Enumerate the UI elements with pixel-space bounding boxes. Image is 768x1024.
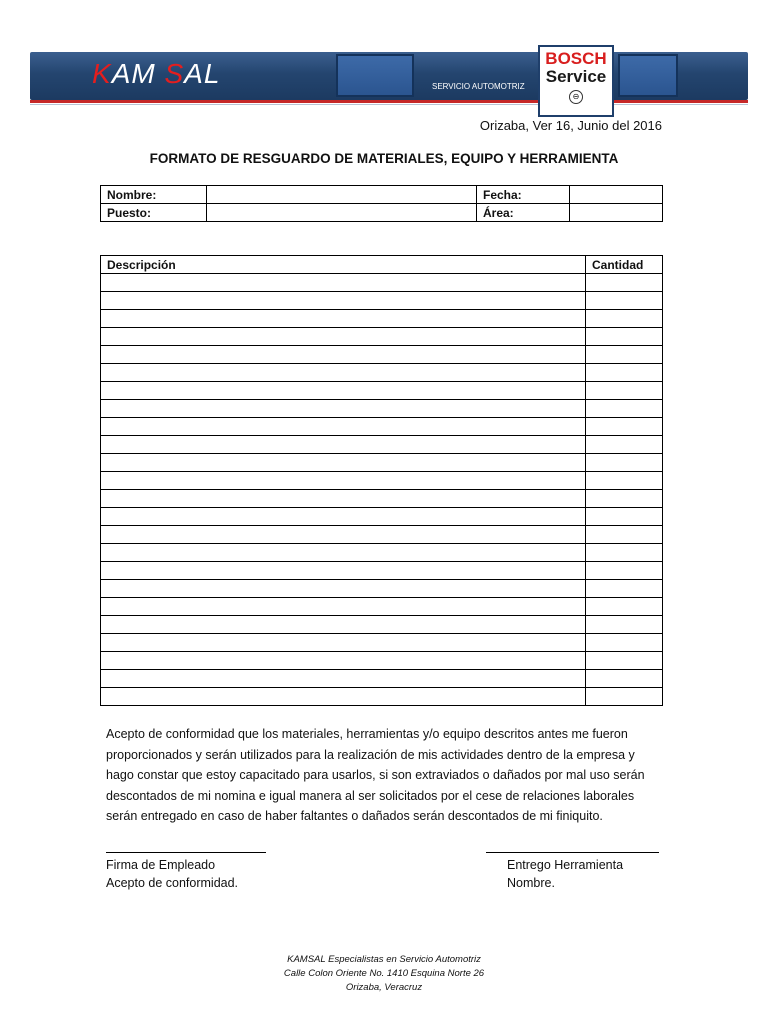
quantity-cell[interactable] — [586, 544, 663, 562]
table-row — [101, 292, 663, 310]
quantity-cell[interactable] — [586, 580, 663, 598]
table-row — [101, 490, 663, 508]
table-row — [101, 328, 663, 346]
description-cell[interactable] — [101, 364, 586, 382]
quantity-cell[interactable] — [586, 670, 663, 688]
label-nombre: Nombre: — [101, 186, 207, 204]
employee-info-table — [100, 185, 663, 222]
deliverer-name-label: Nombre. — [507, 876, 555, 890]
description-cell[interactable] — [101, 454, 586, 472]
description-cell[interactable] — [101, 616, 586, 634]
logo-bosch-text: BOSCH — [545, 49, 607, 68]
quantity-cell[interactable] — [586, 418, 663, 436]
label-puesto: Puesto: — [101, 204, 207, 222]
table-row — [101, 436, 663, 454]
quantity-cell[interactable] — [586, 364, 663, 382]
description-cell[interactable] — [101, 490, 586, 508]
description-cell[interactable] — [101, 544, 586, 562]
footer-line-2: Calle Colon Oriente No. 1410 Esquina Norte 26 — [283, 968, 485, 979]
label-area: Área: — [477, 204, 570, 222]
bosch-armature-icon: ⊖ — [569, 90, 583, 104]
description-cell[interactable] — [101, 688, 586, 706]
table-row — [101, 472, 663, 490]
header-tagline: SERVICIO AUTOMOTRIZ — [432, 82, 525, 91]
table-row — [101, 400, 663, 418]
description-cell[interactable] — [101, 400, 586, 418]
description-cell[interactable] — [101, 292, 586, 310]
field-fecha[interactable] — [570, 186, 663, 204]
label-fecha: Fecha: — [477, 186, 570, 204]
quantity-cell[interactable] — [586, 310, 663, 328]
table-row — [101, 454, 663, 472]
description-cell[interactable] — [101, 634, 586, 652]
table-row — [101, 580, 663, 598]
description-cell[interactable] — [101, 382, 586, 400]
brand-logo: KAM SAL — [92, 58, 221, 89]
conformity-paragraph: Acepto de conformidad que los materiales, herramientas y/o equipo descritos antes me fueron proporcionados y serán utilizados para la realización de mis actividades dentro de la empresa y hago constar que estoy capacitado para usarlos, si son extraviados o dañados por mal uso serán descontados de mi nomina e igual manera al ser solicitados por el cese de relaciones laborales serán entregado en caso de haber faltantes o dañados serán descontados de mi finiquito. — [106, 727, 645, 823]
description-cell[interactable] — [101, 274, 586, 292]
description-cell[interactable] — [101, 652, 586, 670]
table-row — [101, 670, 663, 688]
description-cell[interactable] — [101, 562, 586, 580]
quantity-cell[interactable] — [586, 328, 663, 346]
quantity-cell[interactable] — [586, 526, 663, 544]
description-cell[interactable] — [101, 310, 586, 328]
employee-signature-block — [106, 856, 238, 892]
description-cell[interactable] — [101, 436, 586, 454]
quantity-cell[interactable] — [586, 688, 663, 706]
table-row — [101, 598, 663, 616]
quantity-cell[interactable] — [586, 616, 663, 634]
table-row — [101, 562, 663, 580]
header-red-rule — [30, 100, 748, 103]
table-row — [101, 544, 663, 562]
header-light-rule — [30, 104, 748, 105]
quantity-cell[interactable] — [586, 634, 663, 652]
description-cell[interactable] — [101, 598, 586, 616]
table-row — [101, 526, 663, 544]
employee-signature-label: Firma de Empleado — [106, 858, 216, 872]
table-row — [101, 634, 663, 652]
bosch-service-logo — [538, 45, 614, 117]
quantity-cell[interactable] — [586, 562, 663, 580]
footer-address — [0, 953, 768, 995]
materials-table — [100, 255, 663, 706]
employee-conformity-label: Acepto de conformidad. — [106, 876, 239, 890]
deliverer-signature-label: Entrego Herramienta — [507, 858, 624, 872]
description-cell[interactable] — [101, 418, 586, 436]
description-cell[interactable] — [101, 328, 586, 346]
table-row — [101, 508, 663, 526]
table-row — [101, 652, 663, 670]
description-cell[interactable] — [101, 670, 586, 688]
deliverer-signature-line — [486, 852, 659, 853]
description-cell[interactable] — [101, 472, 586, 490]
header-descripcion: Descripción — [101, 256, 586, 274]
description-cell[interactable] — [101, 580, 586, 598]
table-row — [101, 688, 663, 706]
quantity-cell[interactable] — [586, 400, 663, 418]
quantity-cell[interactable] — [586, 598, 663, 616]
deliverer-signature-block — [507, 856, 623, 892]
table-row — [101, 616, 663, 634]
quantity-cell[interactable] — [586, 508, 663, 526]
document-date: Orizaba, Ver 16, Junio del 2016 — [479, 118, 662, 133]
quantity-cell[interactable] — [586, 454, 663, 472]
header-cantidad: Cantidad — [586, 256, 663, 274]
quantity-cell[interactable] — [586, 490, 663, 508]
table-row — [101, 382, 663, 400]
table-row — [101, 310, 663, 328]
quantity-cell[interactable] — [586, 652, 663, 670]
header-box-2 — [618, 54, 678, 97]
employee-signature-line — [106, 852, 266, 853]
field-nombre[interactable] — [207, 186, 477, 204]
quantity-cell[interactable] — [586, 436, 663, 454]
footer-line-3: Orizaba, Veracruz — [345, 982, 423, 993]
quantity-cell[interactable] — [586, 292, 663, 310]
field-puesto[interactable] — [207, 204, 477, 222]
description-cell[interactable] — [101, 346, 586, 364]
table-row — [101, 274, 663, 292]
field-area[interactable] — [570, 204, 663, 222]
table-row — [101, 418, 663, 436]
table-row — [101, 346, 663, 364]
quantity-cell[interactable] — [586, 274, 663, 292]
quantity-cell[interactable] — [586, 346, 663, 364]
description-cell[interactable] — [101, 508, 586, 526]
document-title: FORMATO DE RESGUARDO DE MATERIALES, EQUIPO Y HERRAMIENTA — [149, 151, 619, 166]
quantity-cell[interactable] — [586, 382, 663, 400]
header-box-1 — [336, 54, 414, 97]
logo-service-text: Service — [545, 67, 607, 86]
description-cell[interactable] — [101, 526, 586, 544]
footer-line-1: KAMSAL Especialistas en Servicio Automotriz — [287, 954, 481, 965]
quantity-cell[interactable] — [586, 472, 663, 490]
table-row — [101, 364, 663, 382]
